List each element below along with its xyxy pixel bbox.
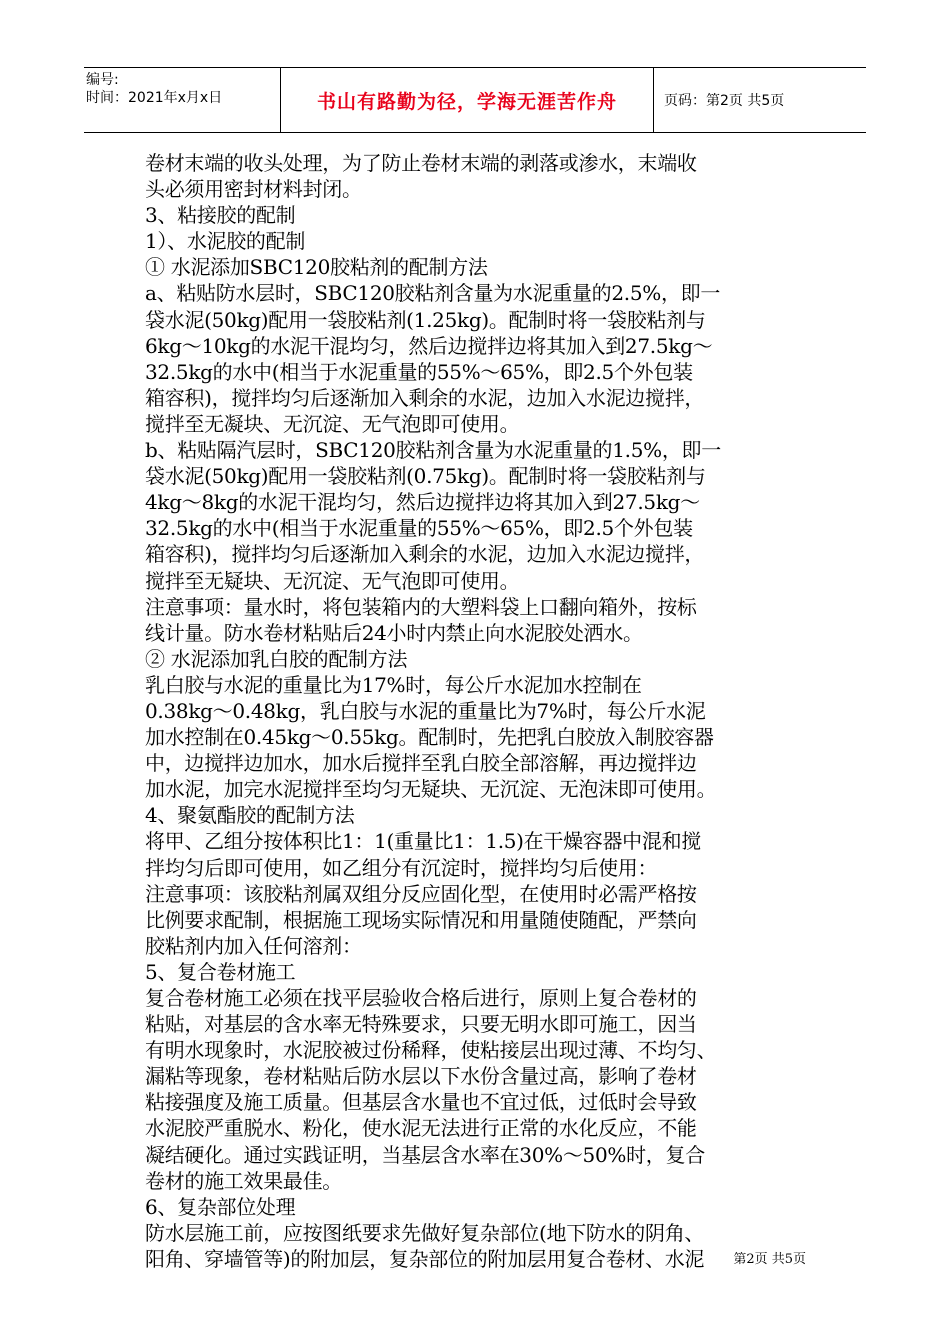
body-text-line: 6、复杂部位处理 xyxy=(145,1194,296,1219)
body-text-line: 3、粘接胶的配制 xyxy=(145,203,296,228)
body-text-line: 箱容积)，搅拌均匀后逐渐加入剩余的水泥，边加入水泥边搅拌， xyxy=(145,542,705,567)
body-text-line: 线计量。防水卷材粘贴后24小时内禁止向水泥胶处洒水。 xyxy=(145,620,643,645)
body-text-line: 拌均匀后即可使用，如乙组分有沉淀时，搅拌均匀后使用： xyxy=(145,855,658,880)
header-motto-cell xyxy=(281,68,654,132)
body-text-line: 复合卷材施工必须在找平层验收合格后进行，原则上复合卷材的 xyxy=(145,986,697,1010)
body-text-line: ① 水泥添加SBC120胶粘剂的配制方法 xyxy=(145,255,488,280)
body-text-line: 将甲、乙组分按体积比1：1(重量比1：1.5)在干燥容器中混和搅 xyxy=(145,829,701,854)
body-text-line: 注意事项：量水时，将包装箱内的大塑料袋上口翻向箱外，按标 xyxy=(145,594,697,619)
body-text-line: 防水层施工前，应按图纸要求先做好复杂部位(地下防水的阴角、 xyxy=(145,1220,705,1245)
body-text-line: 搅拌至无凝块、无沉淀、无气泡即可使用。 xyxy=(145,411,520,436)
body-text-line: 中，边搅拌边加水，加水后搅拌至乳白胶全部溶解，再边搅拌边 xyxy=(145,751,697,776)
document-body xyxy=(145,150,815,1272)
document-number-label: 编号: xyxy=(86,72,119,88)
header-motto: 书山有路勤为径，学海无涯苦作舟 xyxy=(316,90,617,113)
body-text-line: 卷材末端的收头处理，为了防止卷材末端的剥落或渗水，末端收 xyxy=(145,151,697,175)
body-text-line: 粘接强度及施工质量。但基层含水量也不宜过低，过低时会导致 xyxy=(145,1090,697,1115)
body-text-line: 箱容积)，搅拌均匀后逐渐加入剩余的水泥，边加入水泥边搅拌， xyxy=(145,385,705,410)
body-text-line: 4、聚氨酯胶的配制方法 xyxy=(145,803,355,828)
body-text-line: 漏粘等现象，卷材粘贴后防水层以下水份含量过高，影响了卷材 xyxy=(145,1064,697,1089)
document-time-label: 时间：2021年x月x日 xyxy=(86,90,223,106)
body-text-line: 凝结硬化。通过实践证明，当基层含水率在30%～50%时，复合 xyxy=(145,1142,705,1167)
header-page-number: 页码：第2页 共5页 xyxy=(664,93,785,109)
body-text-line: 胶粘剂内加入任何溶剂： xyxy=(145,933,362,958)
body-text-line: 1）、水泥胶的配制 xyxy=(145,229,306,254)
body-text-line: 6kg～10kg的水泥干混均匀，然后边搅拌边将其加入到27.5kg～ xyxy=(145,333,713,358)
header-page-cell xyxy=(654,68,866,132)
body-text-line: ② 水泥添加乳白胶的配制方法 xyxy=(145,646,408,671)
header-left-cell xyxy=(84,68,281,132)
body-text-line: 加水泥，加完水泥搅拌至均匀无疑块、无沉淀、无泡沫即可使用。 xyxy=(145,777,717,802)
body-text-line: 卷材的施工效果最佳。 xyxy=(145,1168,342,1193)
footer-page-number: 第2页 共5页 xyxy=(733,1252,806,1267)
body-text-line: 4kg～8kg的水泥干混均匀，然后边搅拌边将其加入到27.5kg～ xyxy=(145,490,700,515)
body-text-line: 加水控制在0.45kg～0.55kg。配制时，先把乳白胶放入制胶容器 xyxy=(145,725,714,750)
body-text-line: 袋水泥(50kg)配用一袋胶粘剂(1.25kg)。配制时将一袋胶粘剂与 xyxy=(145,307,706,332)
body-text-line: 0.38kg～0.48kg，乳白胶与水泥的重量比为7%时，每公斤水泥 xyxy=(145,698,706,723)
body-text-line: 粘贴，对基层的含水率无特殊要求，只要无明水即可施工，因当 xyxy=(145,1012,697,1037)
body-text-line: 水泥胶严重脱水、粉化，使水泥无法进行正常的水化反应，不能 xyxy=(145,1116,697,1141)
body-text-line: 5、复合卷材施工 xyxy=(145,959,296,984)
body-text-line: 搅拌至无疑块、无沉淀、无气泡即可使用。 xyxy=(145,568,520,593)
body-text-line: b、粘贴隔汽层时，SBC120胶粘剂含量为水泥重量的1.5%，即一 xyxy=(145,438,721,463)
body-text-line: 头必须用密封材料封闭。 xyxy=(145,177,362,202)
body-text-line: 有明水现象时，水泥胶被过份稀释，使粘接层出现过薄、不均匀、 xyxy=(145,1038,717,1063)
body-text-line: 32.5kg的水中(相当于水泥重量的55%～65%，即2.5个外包装 xyxy=(145,516,693,541)
body-text-line: 32.5kg的水中(相当于水泥重量的55%～65%，即2.5个外包装 xyxy=(145,359,693,384)
body-text-line: 注意事项：该胶粘剂属双组分反应固化型，在使用时必需严格按 xyxy=(145,881,697,906)
body-text-line: 比例要求配制，根据施工现场实际情况和用量随使随配，严禁向 xyxy=(145,907,697,932)
page-header xyxy=(84,67,866,133)
body-text-line: 乳白胶与水泥的重量比为17%时，每公斤水泥加水控制在 xyxy=(145,672,642,697)
body-text-line: 阳角、穿墙管等)的附加层，复杂部位的附加层用复合卷材、水泥 xyxy=(145,1246,705,1271)
body-text-line: a、粘贴防水层时，SBC120胶粘剂含量为水泥重量的2.5%，即一 xyxy=(145,281,721,306)
body-text-line: 袋水泥(50kg)配用一袋胶粘剂(0.75kg)。配制时将一袋胶粘剂与 xyxy=(145,464,706,489)
